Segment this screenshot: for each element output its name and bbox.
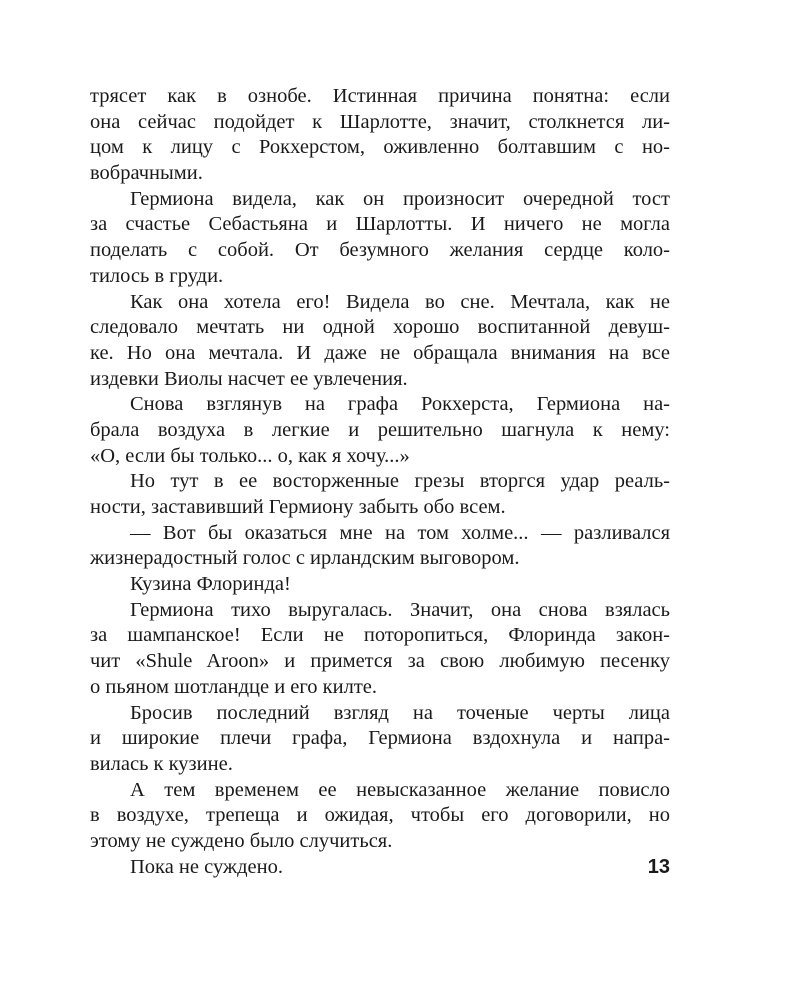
text-line: вобрачными. xyxy=(90,162,203,185)
text-line: этому не суждено было случиться. xyxy=(90,829,393,852)
text-line: вилась к кузине. xyxy=(90,752,233,775)
text-line: о пьяном шотландце и его килте. xyxy=(90,675,377,698)
text-line: за шампанское! Если не поторопиться, Флоринда закон- xyxy=(90,624,670,647)
text-line: жизнерадостный голос с ирландским выговором. xyxy=(90,547,520,570)
text-line: Снова взглянув на графа Рокхерста, Гермиона на- xyxy=(130,393,670,416)
text-line: трясет как в ознобе. Истинная причина понятна: если xyxy=(90,85,670,107)
text-line: Но тут в ее восторженные грезы вторгся удар реаль- xyxy=(130,470,670,493)
text-line: ке. Но она мечтала. И даже не обращала внимания на все xyxy=(90,341,670,364)
text-line: Кузина Флоринда! xyxy=(130,573,291,596)
final-line: Пока не суждено. xyxy=(130,855,283,878)
text-line: тилось в груди. xyxy=(90,264,224,287)
text-line: — Вот бы оказаться мне на том холме... — разливался xyxy=(130,521,670,544)
text-line: «О, если бы только... о, как я хочу...» xyxy=(90,444,410,467)
text-line: чит «Shule Aroon» и примется за свою любимую песенку xyxy=(90,650,670,673)
page-body-text xyxy=(90,84,670,855)
text-line: цом к лицу с Рокхерстом, оживленно болтавшим с но- xyxy=(90,136,670,159)
text-line: и широкие плечи графа, Гермиона вздохнула и напра- xyxy=(90,727,670,750)
text-line: Бросив последний взгляд на точеные черты лица xyxy=(130,701,670,724)
final-line-row xyxy=(90,855,670,881)
text-line: А тем временем ее невысказанное желание повисло xyxy=(130,778,670,801)
text-line: поделать с собой. От безумного желания сердце коло- xyxy=(90,239,670,262)
text-line: Как она хотела его! Видела во сне. Мечтала, как не xyxy=(130,290,670,313)
text-line: в воздухе, трепеща и ожидая, чтобы его договорили, но xyxy=(90,804,670,827)
text-line: за счастье Себастьяна и Шарлотты. И ничего не могла xyxy=(90,213,670,236)
text-line: ности, заставивший Гермиону забыть обо всем. xyxy=(90,496,506,518)
page-number: 13 xyxy=(647,855,670,878)
text-line: Гермиона тихо выругалась. Значит, она снова взялась xyxy=(130,598,670,621)
book-page xyxy=(90,84,670,880)
text-line: следовало мечтать ни одной хорошо воспитанной девуш- xyxy=(90,316,670,339)
text-line: она сейчас подойдет к Шарлотте, значит, столкнется ли- xyxy=(90,110,670,133)
text-line: брала воздуха в легкие и решительно шагнула к нему: xyxy=(90,418,670,441)
text-line: издевки Виолы насчет ее увлечения. xyxy=(90,367,408,390)
text-line: Гермиона видела, как он произносит очередной тост xyxy=(130,187,670,210)
